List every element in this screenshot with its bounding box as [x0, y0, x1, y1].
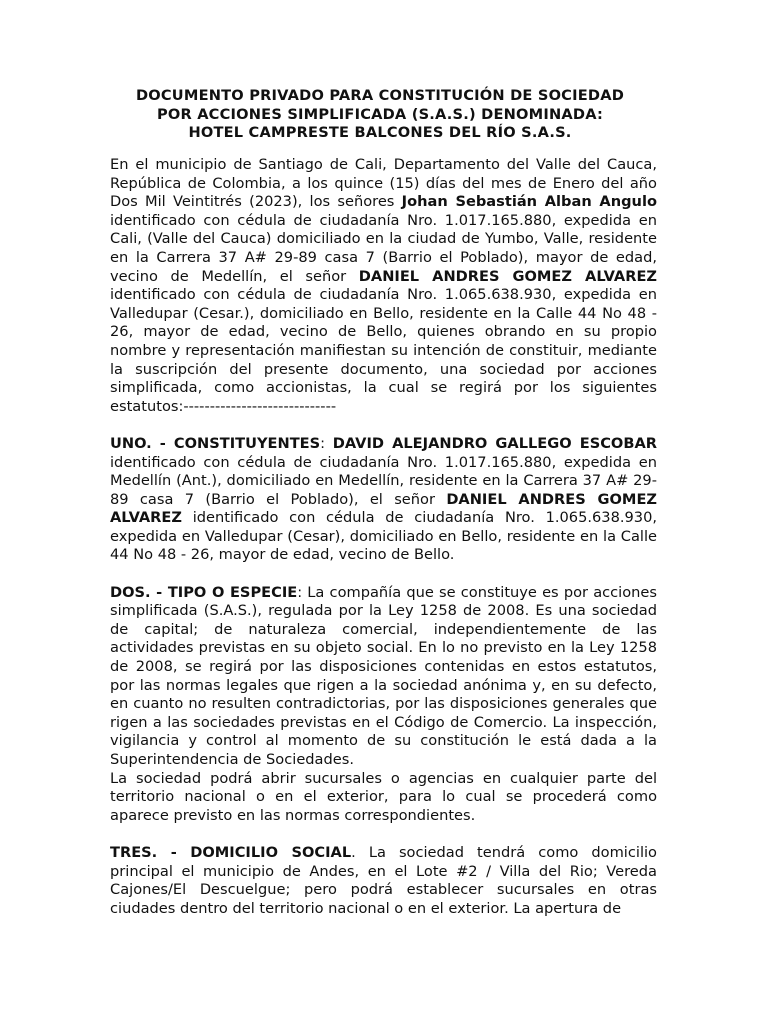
document-title: [100, 87, 660, 143]
intro-name-1: Johan Sebastián Alban Angulo: [401, 193, 657, 211]
intro-text-3: identificado con cédula de ciudadanía Nro. 1.065.638.930, expedida en Valledupar (Cesar.), domiciliado en Bello, residente en la Calle 44 No 48 - 26, mayor de edad, vecino de Bello, quienes obrando en su propio nombre y representación manifiestan su intención de constituir, mediante la suscripción del presente documento, una sociedad por acciones simplificada, como accionistas, la cual se regirá por los siguientes estatutos:-----------------------------: [110, 286, 657, 415]
clause-uno-colon: :: [320, 434, 333, 452]
clause-dos: [110, 584, 657, 770]
clause-dos-paragraph-2: [110, 770, 657, 826]
intro-text-2: identificado con cédula de ciudadanía Nro. 1.017.165.880, expedida en Cali, (Valle del Cauca) domiciliado en la ciudad de Yumbo, Valle, residente en la Carrera 37 A# 29-89 casa 7 (Barrio el Poblado), mayor de edad, vecino de Medellín, el señor: [110, 211, 657, 285]
clause-tres: [110, 844, 657, 918]
title-line-1: DOCUMENTO PRIVADO PARA CONSTITUCIÓN DE SOCIEDAD: [135, 87, 625, 104]
clause-uno-text-1: identificado con cédula de ciudadanía Nro. 1.017.165.880, expedida en Medellín (Ant.), domiciliado en Medellín, residente en la Carrera 37 A# 29-89 casa 7 (Barrio el Poblado), el señor: [110, 453, 657, 508]
title-line-3: HOTEL CAMPRESTE BALCONES DEL RÍO S.A.S.: [188, 124, 572, 141]
clause-tres-heading: TRES. - DOMICILIO SOCIAL: [110, 843, 352, 861]
title-line-2: POR ACCIONES SIMPLIFICADA (S.A.S.) DENOMINADA:: [156, 105, 604, 123]
clause-dos-text-1: : La compañía que se constituye es por acciones simplificada (S.A.S.), regulada por la Ley 1258 de 2008. Es una sociedad de capital; de naturaleza comercial, independientemente de las actividades previstas en su objeto social. En lo no previsto en la Ley 1258 de 2008, se regirá por las disposiciones contenidas en estos estatutos, por las normas legales que rigen a la sociedad anónima y, en su defecto, en cuanto no resulten contradictorias, por las disposiciones generales que rigen a las sociedades previstas en el Código de Comercio. La inspección, vigilancia y control al momento de su constitución le está dada a la Superintendencia de Sociedades.: [110, 583, 657, 768]
clause-uno-heading: UNO. - CONSTITUYENTES: [110, 434, 321, 452]
clause-uno-name-2: DANIEL ANDRES GOMEZ ALVAREZ: [110, 490, 657, 527]
clause-tres-text-1: . La sociedad tendrá como domicilio principal el municipio de Andes, en el Lote #2 / Villa del Rio; Vereda Cajones/El Descuelgue; pero podrá establecer sucursales en otras ciudades dentro del territorio nacional o en el exterior. La apertura de: [110, 843, 657, 917]
intro-name-2: DANIEL ANDRES GOMEZ ALVAREZ: [358, 267, 657, 285]
document-body: [110, 156, 657, 918]
intro-text-1: En el municipio de Santiago de Cali, Departamento del Valle del Cauca, República de Colombia, a los quince (15) días del mes de Enero del año Dos Mil Veintitrés (2023), los señores: [110, 156, 657, 211]
clause-uno-text-2: identificado con cédula de ciudadanía Nro. 1.065.638.930, expedida en Valledupar (Cesar), domiciliado en Bello, residente en la Calle 44 No 48 - 26, mayor de edad, vecino de Bello.: [110, 509, 657, 564]
clause-dos-text-2: La sociedad podrá abrir sucursales o agencias en cualquier parte del territorio nacional o en el exterior, para lo cual se procederá como aparece previsto en las normas correspondientes.: [110, 769, 657, 824]
clause-uno: [110, 435, 657, 565]
clause-uno-name-1: DAVID ALEJANDRO GALLEGO ESCOBAR: [332, 434, 657, 452]
clause-dos-heading: DOS. - TIPO O ESPECIE: [110, 583, 298, 601]
intro-paragraph: [110, 156, 657, 416]
